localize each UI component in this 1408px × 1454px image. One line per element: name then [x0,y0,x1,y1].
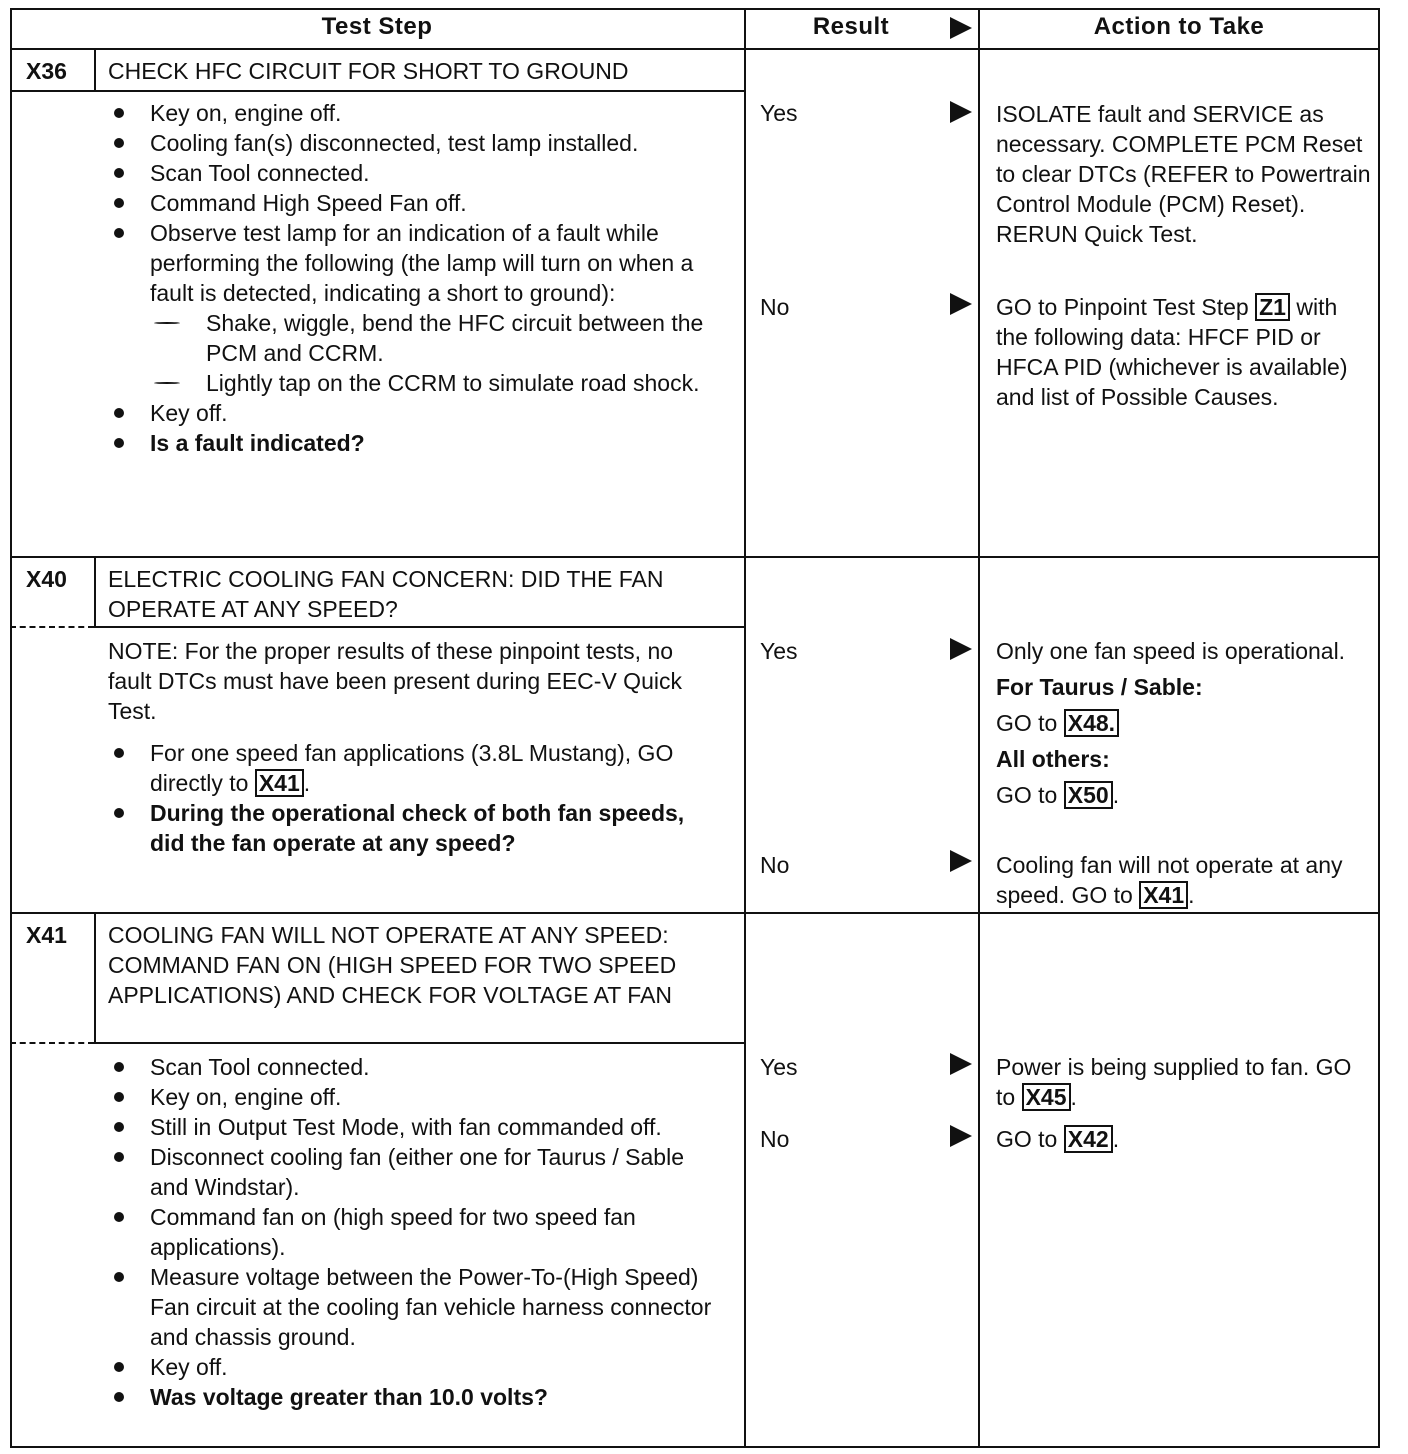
x36-substep: Shake, wiggle, bend the HFC circuit between the PCM and CCRM. [150,308,708,368]
x36-step-title: CHECK HFC CIRCUIT FOR SHORT TO GROUND [108,58,629,84]
x41-title-divider [94,1042,744,1044]
x40-no-text: Cooling fan will not operate at any speed. GO to [996,852,1343,908]
header-arrow-icon [950,17,972,39]
x36-step: Scan Tool connected. [108,158,708,188]
x36-question: Is a fault indicated? [108,428,708,458]
x41-step: Scan Tool connected. [108,1052,718,1082]
x36-step-code: X36 [26,58,67,84]
x41-step: Disconnect cooling fan (either one for Taurus / Sable and Windstar). [108,1142,718,1202]
x41-ref-x42[interactable]: X42 [1064,1125,1113,1153]
x36-instructions [108,98,708,458]
x40-ref-x50[interactable]: X50 [1064,781,1113,809]
x40-goto-text: GO to [996,710,1058,736]
header-test-step: Test Step [321,13,433,40]
x41-action-yes [996,1052,1374,1112]
x40-taurus-label: For Taurus / Sable: [996,674,1203,700]
x36-yes-arrow-icon [950,101,972,123]
x36-action-no [996,292,1374,412]
x36-no-text-post: with the following data: HFCF PID or HFCA PID (whichever is available) and list of Possible Causes. [996,294,1348,410]
x41-step: Key on, engine off. [108,1082,718,1112]
x40-others-label: All others: [996,746,1110,772]
x41-step: Still in Output Test Mode, with fan commanded off. [108,1112,718,1142]
x40-step [108,738,708,798]
x36-result-yes: Yes [760,100,798,126]
x40-no-arrow-icon [950,850,972,872]
x41-no-arrow-icon [950,1125,972,1147]
x36-step: Key off. [108,398,708,428]
x36-step [108,218,708,398]
x40-code-divider [94,556,96,628]
x41-yes-text: Power is being supplied to fan. GO to [996,1054,1352,1110]
x40-goto-text: GO to [996,782,1058,808]
x41-step-code: X41 [26,922,67,948]
x36-title-divider [10,90,744,92]
x40-taurus-goto [996,708,1374,738]
x40-title-divider [94,626,744,628]
x40-no-period: . [1188,882,1195,908]
x41-no-period: . [1112,1126,1120,1152]
x40-no-ref-x41[interactable]: X41 [1139,881,1188,909]
x41-instructions [108,1052,718,1412]
x40-result-no: No [760,852,790,878]
table-border-top [10,8,1380,10]
column-divider-result [744,8,746,1448]
x40-instructions [108,738,708,858]
header-result: Result [812,13,890,40]
x36-step: Key on, engine off. [108,98,708,128]
x41-step: Command fan on (high speed for two speed fan applications). [108,1202,718,1262]
header-action: Action to Take [1093,13,1265,40]
table-border-bottom [10,1446,1380,1448]
x36-no-text: GO to Pinpoint Test Step [996,294,1249,320]
x40-row-divider [10,912,1380,914]
x36-result-no: No [760,294,790,320]
x40-ref-x48[interactable]: X48. [1064,709,1119,737]
x36-step: Command High Speed Fan off. [108,188,708,218]
x41-ref-x45[interactable]: X45 [1022,1083,1071,1111]
x41-step-title: COOLING FAN WILL NOT OPERATE AT ANY SPEED: COMMAND FAN ON (HIGH SPEED FOR TWO SPEED APPLICATIONS) AND CHECK FOR VOLTAGE AT FAN [108,922,677,1008]
x40-note: NOTE: For the proper results of these pinpoint tests, no fault DTCs must have been present during EEC-V Quick Test. [108,638,682,724]
x40-step-period: . [303,770,311,796]
x41-step: Measure voltage between the Power-To-(High Speed) Fan circuit at the cooling fan vehicle harness connector and chassis ground. [108,1262,718,1352]
x36-row-divider [10,556,1380,558]
x40-step-text: For one speed fan applications (3.8L Mustang), GO directly to [150,740,674,796]
x40-yes-arrow-icon [950,638,972,660]
x36-action-yes: ISOLATE fault and SERVICE as necessary. COMPLETE PCM Reset to clear DTCs (REFER to Powertrain Control Module (PCM) Reset). RERUN Quick Test. [996,101,1371,247]
x41-no-text: GO to [996,1126,1058,1152]
x36-code-divider [94,48,96,92]
x40-step-title: ELECTRIC COOLING FAN CONCERN: DID THE FAN OPERATE AT ANY SPEED? [108,566,664,622]
x40-title-divider-dashed [10,626,94,628]
x40-result-yes: Yes [760,638,798,664]
x40-question: During the operational check of both fan speeds, did the fan operate at any speed? [108,798,708,858]
x36-substeps [150,308,708,398]
x41-step: Key off. [108,1352,718,1382]
x40-period: . [1112,782,1120,808]
x41-yes-arrow-icon [950,1053,972,1075]
table-border-left [10,8,12,1448]
x41-action-no [996,1124,1374,1154]
column-divider-action [978,8,980,1448]
x36-substep: Lightly tap on the CCRM to simulate road shock. [150,368,708,398]
x40-step-code: X40 [26,566,67,592]
x40-ref-x41[interactable]: X41 [255,769,304,797]
x36-step-observe: Observe test lamp for an indication of a fault while performing the following (the lamp will turn on when a fault is detected, indicating a short to ground): [150,220,694,306]
x40-yes-text: Only one fan speed is operational. [996,638,1346,664]
table-border-right [1378,8,1380,1448]
x41-code-divider [94,912,96,1044]
x36-ref-z1[interactable]: Z1 [1255,293,1290,321]
x41-yes-period: . [1070,1084,1077,1110]
header-divider [10,48,1380,50]
x41-result-yes: Yes [760,1054,798,1080]
x40-action-no [996,850,1374,910]
x41-question: Was voltage greater than 10.0 volts? [108,1382,718,1412]
x41-result-no: No [760,1126,790,1152]
x40-others-goto [996,780,1374,810]
x40-action-yes [996,636,1374,810]
x41-title-divider-dashed [10,1042,94,1044]
x36-step: Cooling fan(s) disconnected, test lamp installed. [108,128,708,158]
x36-no-arrow-icon [950,293,972,315]
